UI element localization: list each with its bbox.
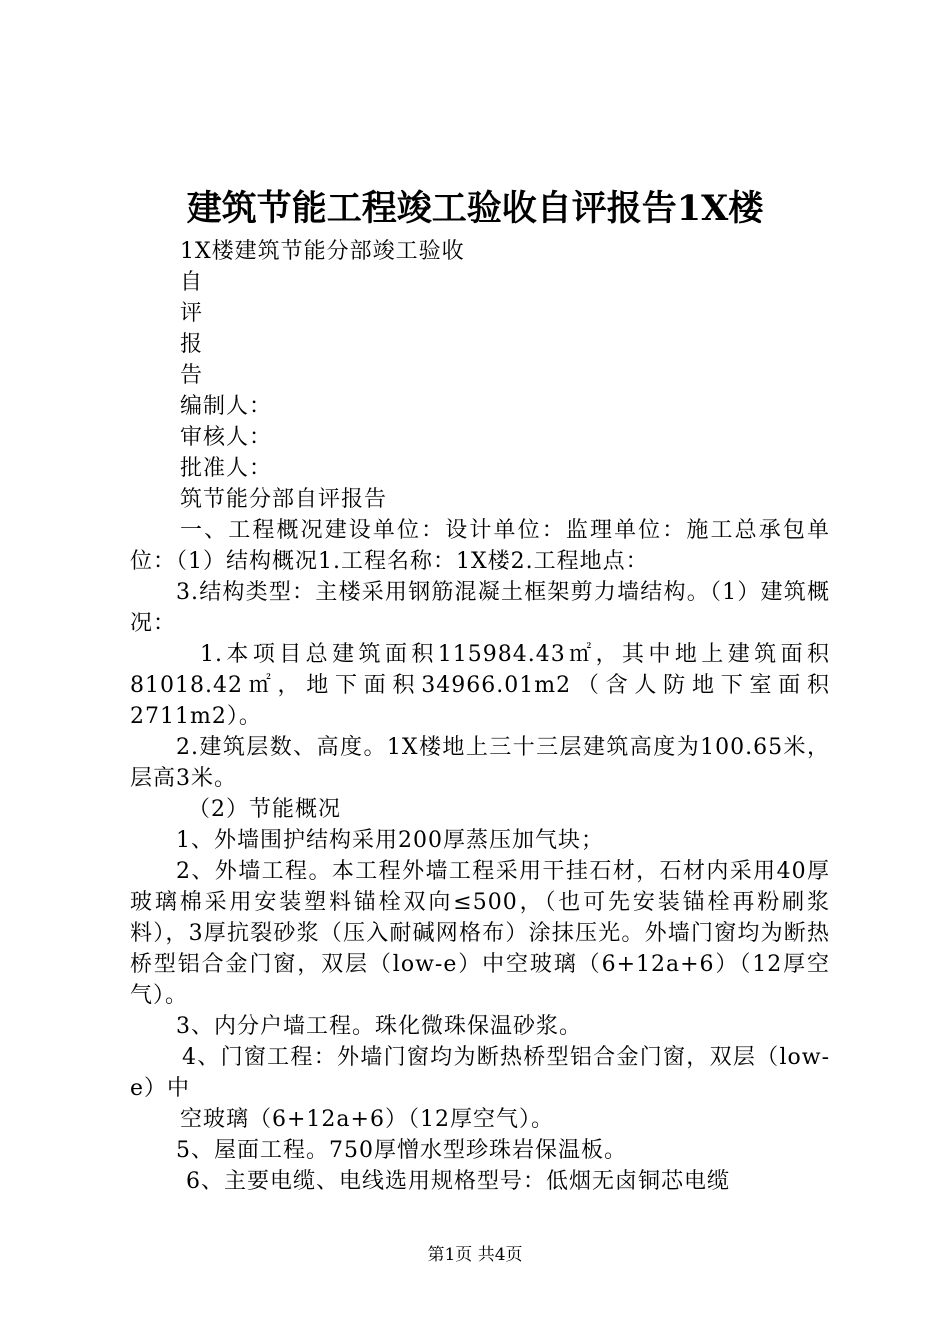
cover-subtitle: 1X楼建筑节能分部竣工验收 bbox=[180, 239, 465, 264]
paragraph-floors: 2.建筑层数、高度。1X楼地上三十三层建筑高度为100.65米，层高3米。 bbox=[130, 735, 830, 791]
report-heading: 筑节能分部自评报告 bbox=[180, 487, 388, 512]
cover-char-3: 报 bbox=[180, 332, 204, 357]
paragraph-cables: 6、主要电缆、电线选用规格型号：低烟无卤铜芯电缆 bbox=[186, 1169, 730, 1194]
paragraph-external-wall-block: 1、外墙围护结构采用200厚蒸压加气块； bbox=[176, 828, 604, 853]
paragraph-windows: 4、门窗工程：外墙门窗均为断热桥型铝合金门窗，双层（low-e）中 bbox=[130, 1045, 830, 1101]
paragraph-overview: 一、工程概况建设单位：设计单位：监理单位：施工总承包单位：（1）结构概况1.工程名称：1X楼2.工程地点： bbox=[130, 518, 830, 574]
compiler-label: 编制人： bbox=[180, 394, 273, 419]
paragraph-structure-type: 3.结构类型：主楼采用钢筋混凝土框架剪力墙结构。（1）建筑概况： bbox=[130, 580, 830, 636]
document-body bbox=[130, 236, 830, 1197]
cover-char-2: 评 bbox=[180, 301, 204, 326]
page-footer: 第1页 共4页 bbox=[427, 1245, 523, 1265]
cover-char-1: 自 bbox=[180, 270, 204, 295]
cover-char-4: 告 bbox=[180, 363, 204, 388]
paragraph-roof: 5、屋面工程。750厚憎水型珍珠岩保温板。 bbox=[176, 1138, 627, 1163]
paragraph-internal-wall: 3、内分户墙工程。珠化微珠保温砂浆。 bbox=[176, 1014, 582, 1039]
paragraph-windows-glass: 空玻璃（6+12a+6）（12厚空气）。 bbox=[180, 1107, 554, 1132]
paragraph-external-wall-works: 2、外墙工程。本工程外墙工程采用干挂石材，石材内采用40厚玻璃棉采用安装塑料锚栓双向≤500，（也可先安装锚栓再粉刷浆料），3厚抗裂砂浆（压入耐碱网格布）涂抹压光。外墙门窗均为断热桥型铝合金门窗，双层（low-e）中空玻璃（6+12a+6）（12厚空气）。 bbox=[130, 859, 830, 1008]
paragraph-area: 1.本项目总建筑面积115984.43㎡，其中地上建筑面积81018.42㎡，地下面积34966.01m2（含人防地下室面积2711m2）。 bbox=[130, 642, 830, 729]
reviewer-label: 审核人： bbox=[180, 425, 273, 450]
document-title: 建筑节能工程竣工验收自评报告1X楼 bbox=[186, 188, 764, 229]
approver-label: 批准人： bbox=[180, 456, 273, 481]
section-energy-overview: （2）节能概况 bbox=[188, 797, 341, 822]
